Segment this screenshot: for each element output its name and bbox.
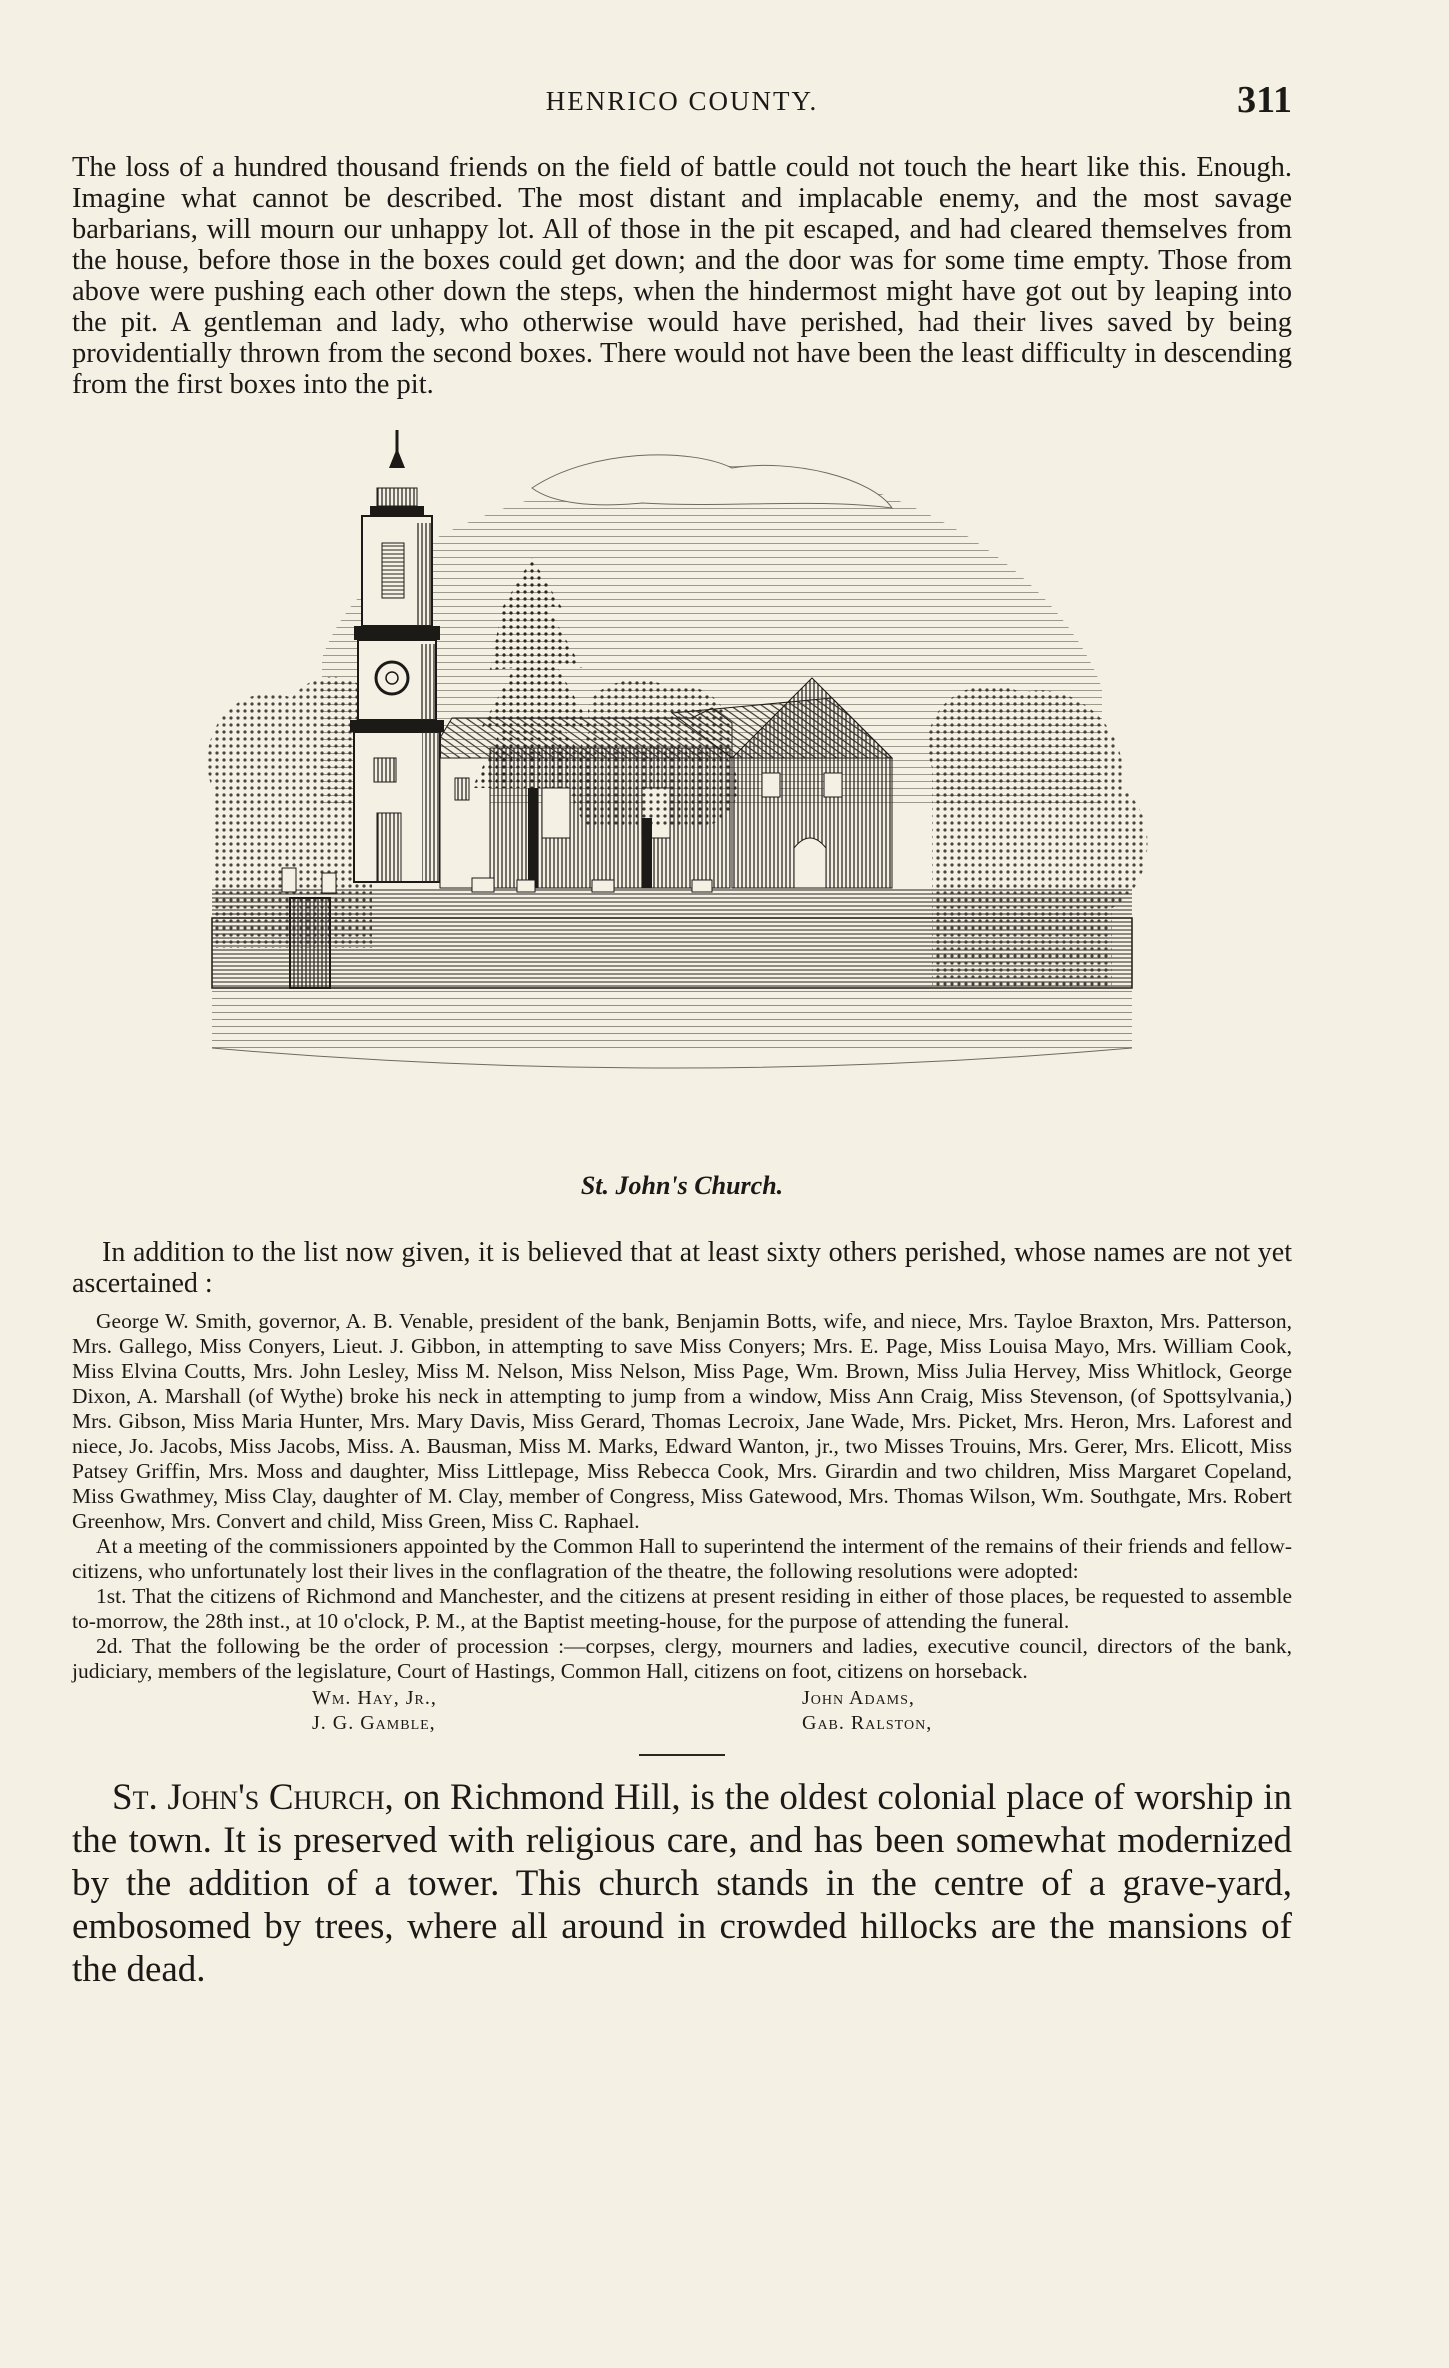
- church-engraving-figure: [172, 428, 1192, 1201]
- intro-paragraph: In addition to the list now given, it is believed that at least sixty others perished, whose names are not yet ascertained :: [72, 1237, 1292, 1299]
- signatures: [72, 1686, 1292, 1736]
- victims-list: George W. Smith, governor, A. B. Venable, president of the bank, Benjamin Botts, wife, and niece, Mrs. Tayloe Braxton, Mrs. Patterson, Mrs. Gallego, Miss Conyers, Lieut. J. Gibbon, in attempting to save Miss Conyers; Mrs. E. Page, Miss Louisa Mayo, Mrs. William Cook, Miss Elvina Coutts, Mrs. John Lesley, Miss M. Nelson, Miss Nelson, Miss Page, Wm. Brown, Miss Julia Hervey, Miss Whitlock, George Dixon, A. Marshall (of Wythe) broke his neck in attempting to jump from a window, Miss Ann Craig, Miss Stevenson, (of Spottsylvania,) Mrs. Gibson, Miss Maria Hunter, Mrs. Mary Davis, Miss Gerard, Thomas Lecroix, Jane Wade, Mrs. Picket, Mrs. Heron, Mrs. Laforest and niece, Jo. Jacobs, Miss Jacobs, Miss. A. Bausman, Miss M. Marks, Edward Wanton, jr., two Misses Trouins, Mrs. Gerer, Mrs. Elicott, Miss Patsey Griffin, Mrs. Moss and daughter, Miss Littlepage, Miss Rebecca Cook, Mrs. Girardin and two children, Miss Margaret Copeland, Miss Gwathmey, Miss Clay, daughter of M. Clay, member of Congress, Miss Gatewood, Mrs. Thomas Wilson, Wm. Southgate, Mrs. Robert Greenhow, Mrs. Convert and child, Miss Green, Miss C. Raphael.: [72, 1309, 1292, 1533]
- st-johns-church-engraving: [172, 428, 1192, 1163]
- book-page: [72, 70, 1292, 1991]
- running-head: [72, 70, 1292, 130]
- gate: [290, 898, 330, 988]
- running-title: HENRICO COUNTY.: [545, 86, 819, 116]
- section-divider: [639, 1754, 725, 1756]
- figure-caption: St. John's Church.: [580, 1171, 784, 1200]
- church-tower: [350, 430, 444, 882]
- signature-ralston: Gab. Ralston,: [802, 1712, 933, 1734]
- resolution-second: 2d. That the following be the order of procession :—corpses, clergy, mourners and ladies, executive council, directors of the bank, judiciary, members of the legislature, Court of Hastings, Common Hall, citizens on foot, citizens on horseback.: [72, 1634, 1292, 1683]
- page-number: 311: [1237, 79, 1292, 121]
- final-paragraph: [72, 1776, 1292, 1991]
- resolution-first: 1st. That the citizens of Richmond and Manchester, and the citizens at present residing in either of those places, be requested to assemble to-morrow, the 28th inst., at 10 o'clock, P. M., at the Baptist meeting-house, for the purpose of attending the funeral.: [72, 1584, 1292, 1633]
- lead-paragraph: The loss of a hundred thousand friends on the field of battle could not touch the heart like this. Enough. Imagine what cannot be described. The most distant and implacable enemy, and the most savage barbarians, will mourn our unhappy lot. All of those in the pit escaped, and had cleared themselves from the house, before those in the boxes could get down; and the door was for some time empty. Those from above were pushing each other down the steps, when the hindermost might have got out by leaping into the pit. A gentleman and lady, who otherwise would have perished, had their lives saved by being providentially thrown from the second boxes. There would not have been the least difficulty in descending from the first boxes into the pit.: [72, 152, 1292, 400]
- signature-gamble: J. G. Gamble,: [312, 1712, 436, 1734]
- final-paragraph-lead: St. John's Church,: [112, 1777, 394, 1818]
- signature-adams: John Adams,: [802, 1687, 915, 1709]
- signature-hay: Wm. Hay, Jr.,: [312, 1687, 437, 1709]
- final-paragraph-text: on Richmond Hill, is the oldest colonial place of worship in the town. It is preserved with religious care, and has been somewhat modernized by the addition of a tower. This church stands in the centre of a grave-yard, embosomed by trees, where all around in crowded hillocks are the mansions of the dead.: [72, 1777, 1292, 1990]
- meeting-paragraph: At a meeting of the commissioners appointed by the Common Hall to superintend the interment of the remains of their friends and fellow-citizens, who unfortunately lost their lives in the conflagration of the theatre, the following resolutions were adopted:: [72, 1534, 1292, 1583]
